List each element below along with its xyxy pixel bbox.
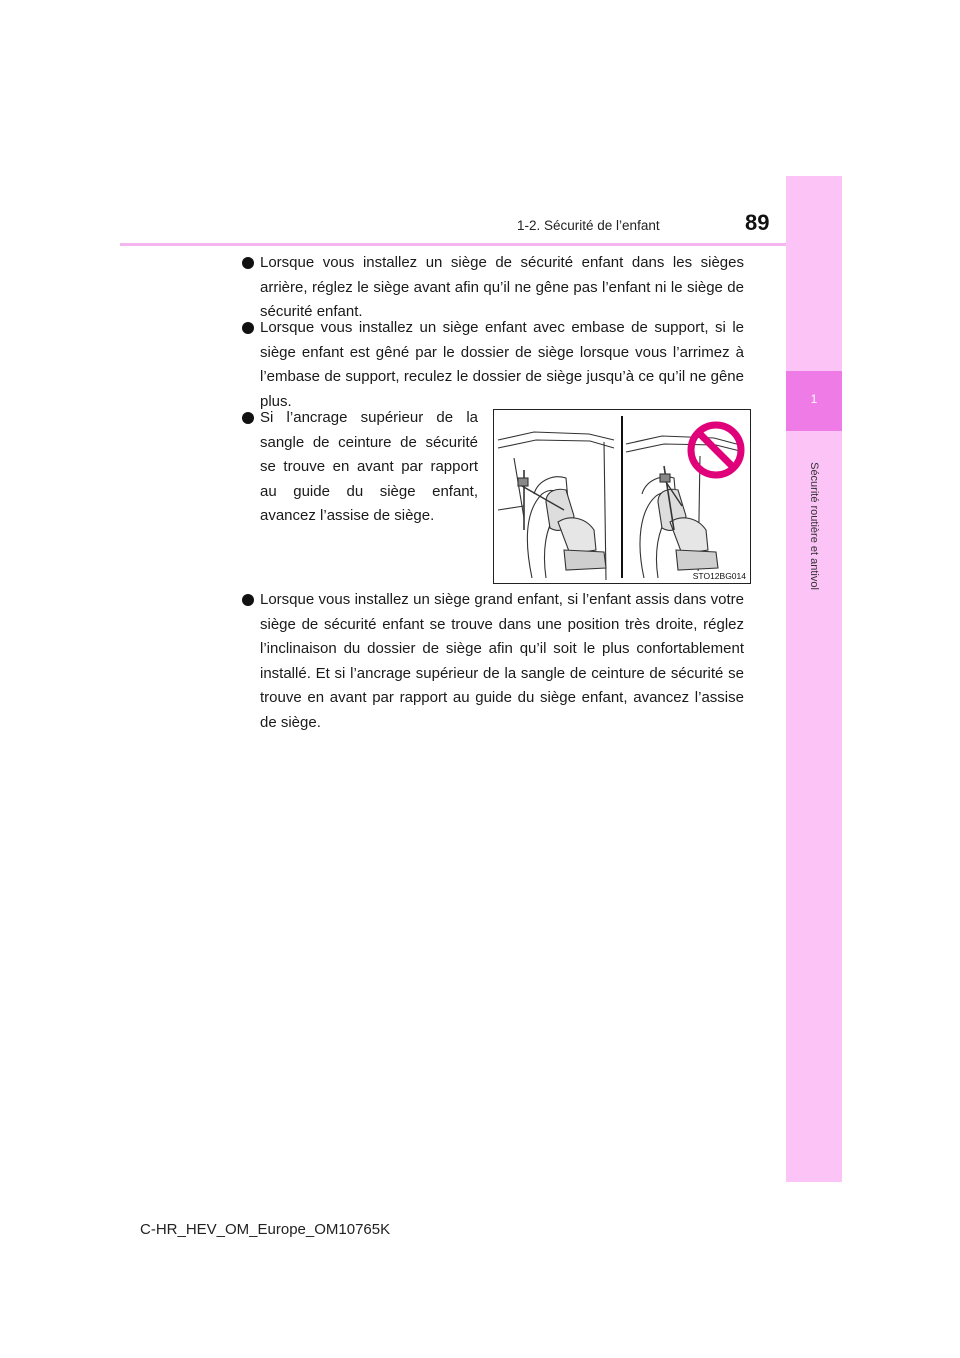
bullet-item — [242, 316, 744, 414]
bullet-text: Lorsque vous installez un siège de sécurité enfant dans les sièges arrière, réglez le siège avant afin qu’il ne gêne pas l’enfant ni le siège de sécurité enfant. — [260, 254, 744, 320]
child-seat-correct-illustration — [498, 432, 614, 580]
bullet-text: Lorsque vous installez un siège enfant avec embase de support, si le siège enfant est gêné par le dossier de siège lorsque vous l’arrimez à l’embase de support, reculez le dossier de siège jusqu’à ce qu’il ne gêne plus. — [260, 319, 744, 410]
bullet-text: Si l’ancrage supérieur de la sangle de ceinture de sécurité se trouve en avant par rapport au guide du siège enfant, avancez l’assise de siège. — [260, 409, 478, 524]
bullet-icon — [242, 322, 254, 334]
bullet-icon — [242, 257, 254, 269]
child-seat-illustration — [493, 409, 751, 584]
bullet-text: Lorsque vous installez un siège grand enfant, si l’enfant assis dans votre siège de sécurité enfant se trouve dans une position très droite, réglez l’inclinaison du dossier de siège afin qu’il soit le plus confortablement installé. Et si l’ancrage supérieur de la sangle de ceinture de sécurité se trouve en avant par rapport au guide du siège enfant, avancez l’assise de siège. — [260, 591, 744, 731]
footer-doc-id: C-HR_HEV_OM_Europe_OM10765K — [140, 1221, 391, 1238]
bullet-icon — [242, 594, 254, 606]
bullet-item — [242, 588, 744, 735]
chapter-label: Sécurité routière et antivol — [808, 462, 820, 590]
bullet-item — [242, 251, 744, 325]
chapter-number: 1 — [810, 392, 818, 406]
page-number: 89 — [745, 210, 770, 235]
bullet-item — [242, 406, 478, 529]
side-tab — [786, 176, 842, 1182]
header-rule — [120, 243, 842, 246]
prohibition-icon — [691, 425, 741, 475]
section-title: 1-2. Sécurité de l’enfant — [517, 218, 660, 233]
figure-id: STO12BG014 — [692, 571, 746, 581]
bullet-icon — [242, 412, 254, 424]
